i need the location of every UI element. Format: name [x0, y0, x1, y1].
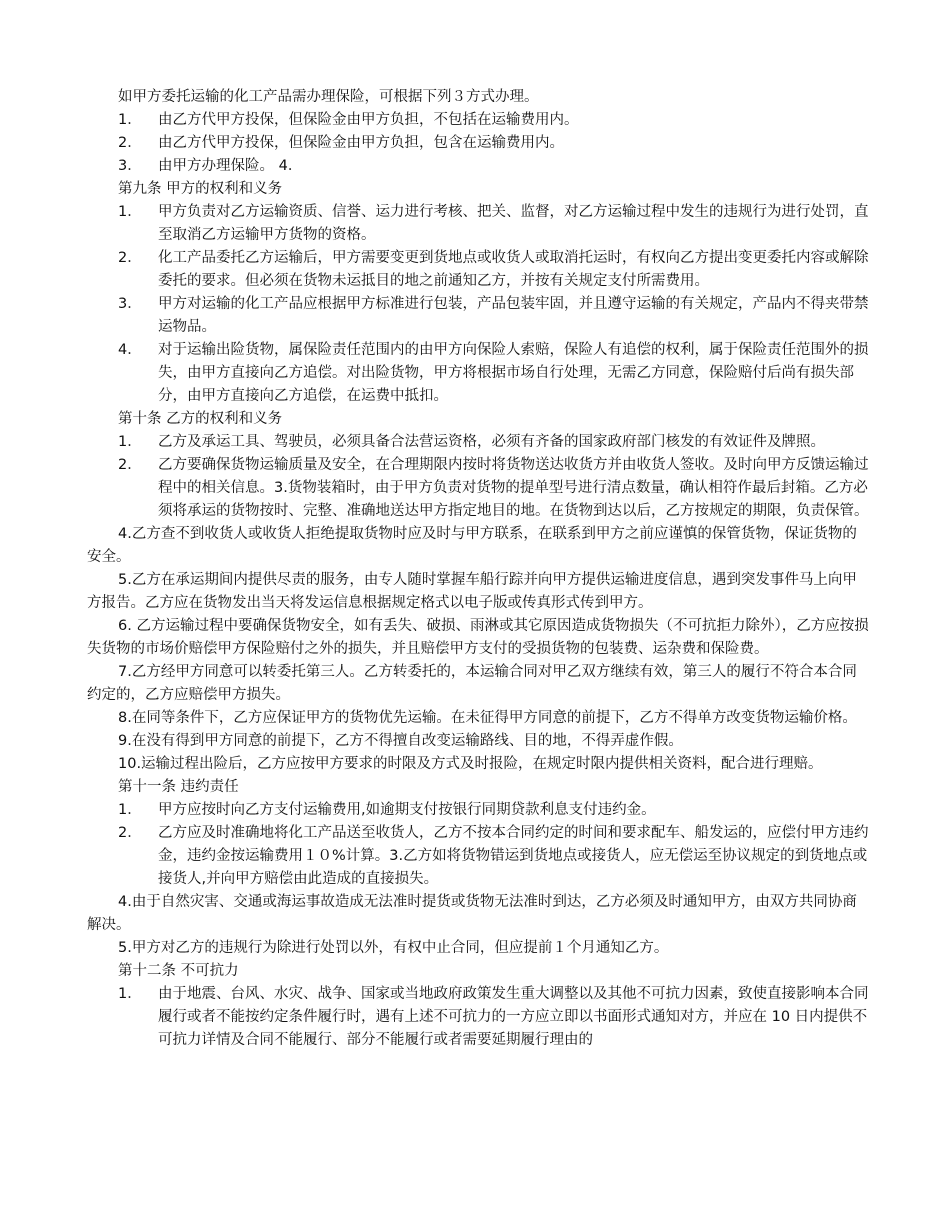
- clause-paragraph: 4.乙方查不到收货人或收货人拒绝提取货物时应及时与甲方联系，在联系到甲方之前应谨慎的保管货物，保证货物的安全。: [87, 526, 857, 565]
- article-heading: 第十二条 不可抗力: [118, 963, 239, 979]
- numbered-clause: [118, 799, 870, 822]
- numbered-clause: [118, 822, 870, 891]
- clause-text: 由乙方代甲方投保，但保险金由甲方负担，包含在运输费用内。: [158, 135, 564, 151]
- clause-number: 4．: [118, 342, 142, 358]
- numbered-clause: [118, 109, 870, 132]
- clause-text: 由乙方代甲方投保，但保险金由甲方负担，不包括在运输费用内。: [158, 112, 579, 128]
- article-heading: 第十一条 违约责任: [118, 779, 239, 795]
- numbered-clause: [118, 431, 870, 454]
- clause-text: 甲方应按时向乙方支付运输费用,如逾期支付按银行同期贷款利息支付违约金。: [158, 802, 656, 818]
- clause-number: 3．: [118, 158, 142, 174]
- clause-number: 1．: [118, 112, 142, 128]
- clause-text: 乙方要确保货物运输质量及安全，在合理期限内按时将货物送达收货方并由收货人签收。及时向甲方反馈运输过程中的相关信息。3.货物装箱时，由于甲方负责对货物的提单型号进行清点数量，确认相符作最后封箱。乙方必须将承运的货物按时、完整、准确地送达甲方指定地目的地。在货物到达以后，乙方按规定的期限，负责保管。: [158, 457, 869, 519]
- numbered-clause: [118, 132, 870, 155]
- article-heading: 第十条 乙方的权利和义务: [118, 411, 283, 427]
- clause-text: 乙方及承运工具、驾驶员，必须具备合法营运资格，必须有齐备的国家政府部门核发的有效证件及牌照。: [158, 434, 825, 450]
- clause-paragraph: 6. 乙方运输过程中要确保货物安全，如有丢失、破损、雨淋或其它原因造成货物损失（不可抗拒力除外），乙方应按损失货物的市场价赔偿甲方保险赔付之外的损失，并且赔偿甲方支付的受损货物的包装费、运杂费和保险费。: [87, 618, 869, 657]
- clause-number: 3．: [118, 296, 142, 312]
- clause-text: 甲方负责对乙方运输资质、信誉、运力进行考核、把关、监督，对乙方运输过程中发生的违规行为进行处罚，直至取消乙方运输甲方货物的资格。: [158, 204, 869, 243]
- clause-number: 1．: [118, 434, 142, 450]
- article-heading: 第九条 甲方的权利和义务: [118, 181, 283, 197]
- clause-paragraph: 5.乙方在承运期间内提供尽责的服务，由专人随时掌握车船行踪并向甲方提供运输进度信息，遇到突发事件马上向甲方报告。乙方应在货物发出当天将发运信息根据规定格式以电子版或传真形式传到甲方。: [87, 572, 857, 611]
- clause-paragraph: 10.运输过程出险后，乙方应按甲方要求的时限及方式及时报险，在规定时限内提供相关资料，配合进行理赔。: [118, 756, 823, 772]
- numbered-clause: [118, 454, 870, 523]
- numbered-clause: [118, 339, 870, 408]
- clause-number: 2．: [118, 250, 142, 266]
- clause-paragraph: 7.乙方经甲方同意可以转委托第三人。乙方转委托的，本运输合同对甲乙双方继续有效，第三人的履行不符合本合同约定的，乙方应赔偿甲方损失。: [87, 664, 857, 703]
- clause-paragraph: 9.在没有得到甲方同意的前提下，乙方不得擅自改变运输路线、目的地，不得弄虚作假。: [118, 733, 683, 749]
- clause-text: 对于运输出险货物，属保险责任范围内的由甲方向保险人索赔，保险人有追偿的权利，属于保险责任范围外的损失，由甲方直接向乙方追偿。对出险货物，甲方将根据市场自行处理，无需乙方同意，保险赔付后尚有损失部分，由甲方直接向乙方追偿，在运费中抵扣。: [158, 342, 869, 404]
- clause-number: 2．: [118, 825, 142, 841]
- clause-number: 2．: [118, 135, 142, 151]
- numbered-clause: [118, 201, 870, 247]
- numbered-clause: [118, 293, 870, 339]
- clause-text: 甲方对运输的化工产品应根据甲方标准进行包装，产品包装牢固，并且遵守运输的有关规定，产品内不得夹带禁运物品。: [158, 296, 869, 335]
- clause-number: 2．: [118, 457, 142, 473]
- clause-number: 1．: [118, 986, 142, 1002]
- clause-number: 1．: [118, 802, 142, 818]
- numbered-clause: [118, 155, 870, 178]
- clause-text: 乙方应及时准确地将化工产品送至收货人，乙方不按本合同约定的时间和要求配车、船发运的，应偿付甲方违约金，违约金按运输费用１０%计算。3.乙方如将货物错运到货地点或接货人，应无偿运至协议规定的到货地点或接货人,并向甲方赔偿由此造成的直接损失。: [158, 825, 869, 887]
- clause-paragraph: 4.由于自然灾害、交通或海运事故造成无法准时提货或货物无法准时到达，乙方必须及时通知甲方，由双方共同协商解决。: [87, 894, 857, 933]
- clause-number: 1．: [118, 204, 142, 220]
- clause-paragraph: 8.在同等条件下，乙方应保证甲方的货物优先运输。在未征得甲方同意的前提下，乙方不得单方改变货物运输价格。: [118, 710, 857, 726]
- clause-text: 由甲方办理保险。 4．: [158, 158, 303, 174]
- clause-text: 由于地震、台风、水灾、战争、国家或当地政府政策发生重大调整以及其他不可抗力因素，致使直接影响本合同履行或者不能按约定条件履行时，遇有上述不可抗力的一方应立即以书面形式通知对方，并应在 10 日内提供不可抗力详情及合同不能履行、部分不能履行或者需要延期履行理由的: [158, 986, 869, 1048]
- intro-paragraph: 如甲方委托运输的化工产品需办理保险，可根据下列３方式办理。: [118, 89, 539, 105]
- clause-text: 化工产品委托乙方运输后，甲方需要变更到货地点或收货人或取消托运时，有权向乙方提出变更委托内容或解除委托的要求。但必须在货物未运抵目的地之前通知乙方，并按有关规定支付所需费用。: [158, 250, 869, 289]
- clause-paragraph: 5.甲方对乙方的违规行为除进行处罚以外，有权中止合同，但应提前１个月通知乙方。: [118, 940, 669, 956]
- numbered-clause: [118, 983, 870, 1052]
- numbered-clause: [118, 247, 870, 293]
